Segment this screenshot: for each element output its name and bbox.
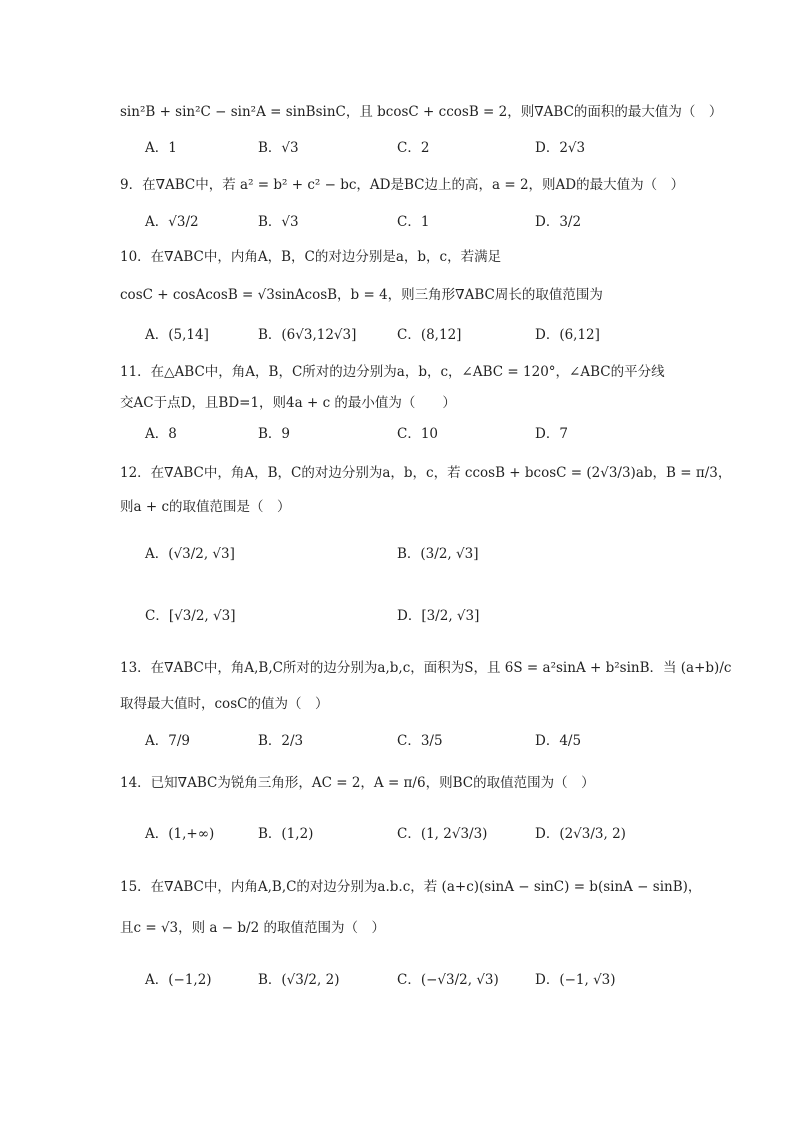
option-d: D．7: [535, 426, 568, 442]
option-d: D．(6,12]: [535, 327, 600, 343]
question-14-text: 14．已知∇ABC为锐角三角形，AC = 2，A = π/6，则BC的取值范围为（ ）: [120, 775, 595, 791]
option-a: A．8: [145, 426, 177, 442]
option-b: B．√3: [258, 140, 299, 156]
option-b: B．(√3/2, 2): [258, 972, 340, 988]
question-11-options: [0, 424, 794, 446]
question-15-text-line2: 且c = √3，则 a − b/2 的取值范围为（ ）: [120, 920, 385, 936]
option-c: C．10: [397, 426, 439, 442]
option-a: A．√3/2: [145, 214, 199, 230]
option-b: B．9: [258, 426, 291, 442]
option-b: B．2/3: [258, 733, 304, 749]
question-10-options: [0, 325, 794, 347]
question-11-text-line2: 交AC于点D，且BD=1，则4a + c 的最小值为（ ）: [120, 395, 456, 411]
question-13-options: [0, 731, 794, 753]
question-13-text-line2: 取得最大值时，cosC的值为（ ）: [120, 696, 329, 712]
question-12-options-row1: [0, 544, 794, 566]
question-10-text-line2: cosC + cosAcosB = √3sinAcosB，b = 4，则三角形∇ABC周长的取值范围为: [120, 287, 603, 303]
question-14-options: [0, 824, 794, 846]
option-c: C．2: [397, 140, 430, 156]
question-12-text-line1: 12．在∇ABC中，角A，B，C的对边分别为a，b，c，若 ccosB + bcosC = (2√3/3)ab，B = π/3，: [120, 465, 732, 481]
option-a: A．(√3/2, √3]: [145, 546, 235, 562]
question-8-text: sin²B + sin²C − sin²A = sinBsinC，且 bcosC + ccosB = 2，则∇ABC的面积的最大值为（ ）: [120, 104, 723, 120]
question-15-text-line1: 15．在∇ABC中，内角A,B,C的对边分别为a.b.c，若 (a+c)(sinA − sinC) = b(sinA − sinB)，: [120, 879, 702, 895]
option-c: C．3/5: [397, 733, 443, 749]
option-a: A．7/9: [145, 733, 190, 749]
option-a: A．(1,+∞): [145, 826, 215, 842]
option-d: D．[3/2, √3]: [397, 608, 480, 624]
option-a: A．(5,14]: [145, 327, 209, 343]
option-c: C．(−√3/2, √3): [397, 972, 499, 988]
question-11-text-line1: 11．在△ABC中，角A，B，C所对的边分别为a，b，c，∠ABC = 120°，∠ABC的平分线: [120, 364, 665, 380]
option-c: C．[√3/2, √3]: [145, 608, 236, 624]
question-12-options-row2: [0, 606, 794, 628]
option-b: B．(3/2, √3]: [397, 546, 479, 562]
option-a: A．1: [145, 140, 177, 156]
question-10-text-line1: 10．在∇ABC中，内角A，B，C的对边分别是a，b，c，若满足: [120, 249, 502, 265]
option-c: C．(1, 2√3/3): [397, 826, 488, 842]
question-13-text-line1: 13．在∇ABC中，角A,B,C所对的边分别为a,b,c，面积为S，且 6S = a²sinA + b²sinB．当 (a+b)/c: [120, 660, 732, 676]
question-8-options: [0, 138, 794, 160]
option-c: C．(8,12]: [397, 327, 462, 343]
option-c: C．1: [397, 214, 430, 230]
option-d: D．3/2: [535, 214, 582, 230]
question-15-options: [0, 970, 794, 992]
option-d: D．(−1, √3): [535, 972, 616, 988]
question-9-options: [0, 212, 794, 234]
question-9-text: 9．在∇ABC中，若 a² = b² + c² − bc，AD是BC边上的高，a = 2，则AD的最大值为（ ）: [120, 177, 685, 193]
question-12-text-line2: 则a + c的取值范围是（ ）: [120, 499, 291, 515]
option-b: B．√3: [258, 214, 299, 230]
option-b: B．(1,2): [258, 826, 314, 842]
option-b: B．(6√3,12√3]: [258, 327, 357, 343]
option-d: D．4/5: [535, 733, 582, 749]
option-d: D．(2√3/3, 2): [535, 826, 626, 842]
option-d: D．2√3: [535, 140, 586, 156]
option-a: A．(−1,2): [145, 972, 212, 988]
